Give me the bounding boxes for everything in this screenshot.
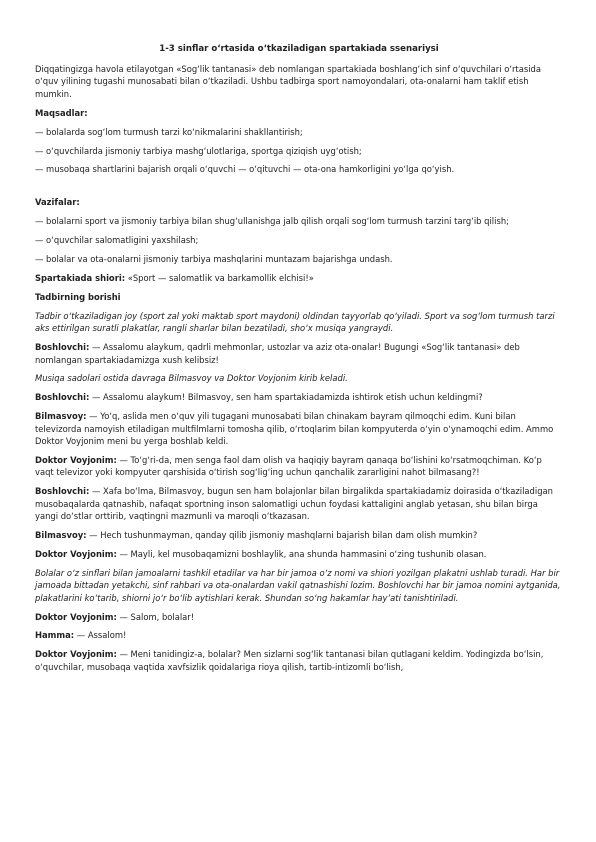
dialogue-line: [35, 611, 563, 623]
stage-note: Bolalar o‘z sinflari bilan jamoalarni tashkil etadilar va har bir jamoa o‘z nomi va shiori yozilgan plakatni ushlab turadi. Har bir jamoada bittadan yetakchi, sinf rahbari va ota-onalardan vakil qatnashishi lozim. Boshlovchi har bir jamoa nomini aytganida, plakatlarini ko‘tarib, shiorni jo‘r bo‘lib aytishlari kerak. Shundan so‘ng hakamlar hay’ati tanishtiriladi.: [35, 567, 561, 603]
speaker-name: Doktor Voyjonim:: [35, 454, 117, 465]
dialogue-line: [35, 410, 563, 447]
speech-text: — Meni tanidingiz-a, bolalar? Men sizlarni sog‘lik tantanasi bilan qutlagani keldim. Yodingizda bo‘lsin, o‘quvchilar, musobaqa vaqtida xavfsizlik qoidalariga rioya qilish, tartib-intizomli bo‘lish,: [35, 649, 544, 672]
speaker-name: Bilmasvoy:: [35, 411, 87, 422]
dialogue-line: [35, 629, 563, 641]
speech-text: — Assalom!: [74, 630, 127, 641]
task-item: — bolalarni sport va jismoniy tarbiya bilan shug‘ullanishga jalb qilish orqali sog‘lom turmush tarzini targ‘ib qilish;: [35, 216, 509, 227]
speaker-name: Hamma:: [35, 630, 75, 641]
tasks-heading: Vazifalar:: [35, 197, 80, 208]
speaker-name: Doktor Voyjonim:: [35, 611, 117, 622]
spacer: [35, 182, 563, 196]
goal-item: — bolalarda sog‘lom turmush tarzi ko‘nikmalarini shakllantirish;: [35, 126, 303, 137]
dialogue-line: [35, 454, 563, 479]
slogan-label: Spartakiada shiori:: [35, 272, 126, 283]
stage-note: Musiqa sadolari ostida davraga Bilmasvoy va Doktor Voyjonim kirib keladi.: [35, 373, 348, 384]
speaker-name: Boshlovchi:: [35, 486, 90, 497]
speaker-name: Doktor Voyjonim:: [35, 649, 117, 660]
speech-text: — Yo‘q, aslida men o‘quv yili tugagani munosabati bilan chinakam bayram qilmoqchi edim. Kuni bilan televizorda namoyish etiladigan multfilmlarni tomosha qilib, o‘rtoqlarim bilan kompyuterda o‘yin o‘ynamoqchi edim. Ammo Doktor Voyjonim meni bu yerga boshlab keldi.: [35, 411, 554, 447]
intro-paragraph: Diqqatingizga havola etilayotgan «Sog‘lik tantanasi» deb nomlangan spartakiada boshlang‘ich sinf o‘quvchilari o‘rtasida o‘quv yilining tugashi munosabati bilan o‘tkaziladi. Ushbu tadbirga sport namoyondalari, ota-onalarni ham taklif etish mumkin.: [35, 64, 541, 99]
speech-text: — Salom, bolalar!: [116, 611, 195, 622]
speech-text: — Xafa bo‘lma, Bilmasvoy, bugun sen ham bolajonlar bilan birgalikda spartakiadamiz doirasida o‘tkaziladigan musobaqalarda qatnashib, nafaqat sportning inson salomatligi uchun foydasi kattaligini anglab yetasan, shu bilan birga yangi do‘stlar orttirib, vaqtingni mazmunli va maroqli o‘tkazasan.: [35, 486, 553, 522]
document-page: [35, 44, 563, 680]
task-item: — o‘quvchilar salomatligini yaxshilash;: [35, 235, 199, 246]
dialogue-line: [35, 391, 563, 403]
speech-text: — Assalomu alaykum, qadrli mehmonlar, ustozlar va aziz ota-onalar! Bugungi «Sog‘lik tantanasi» deb nomlangan spartakiadamizga xush kelibsiz!: [35, 342, 520, 365]
slogan-paragraph: [35, 272, 563, 284]
slogan-text: «Sport — salomatlik va barkamollik elchisi!»: [125, 272, 314, 283]
speaker-name: Boshlovchi:: [35, 392, 90, 403]
event-heading: Tadbirning borishi: [35, 291, 121, 302]
goal-item: — musobaqa shartlarini bajarish orqali o‘quvchi — o‘qituvchi — ota-ona hamkorligini yo‘lga qo‘yish.: [35, 164, 455, 175]
dialogue-line: [35, 548, 563, 560]
document-title: 1-3 sinflar o‘rtasida o‘tkaziladigan spartakiada ssenariysi: [159, 44, 439, 54]
speaker-name: Doktor Voyjonim:: [35, 548, 117, 559]
speech-text: — Assalomu alaykum! Bilmasvoy, sen ham spartakiadamizda ishtirok etish uchun keldingmi?: [89, 392, 483, 403]
dialogue-line: [35, 648, 563, 673]
speech-text: — Mayli, kel musobaqamizni boshlaylik, ana shunda hammasini o‘zing tushunib olasan.: [116, 548, 487, 559]
dialogue-line: [35, 341, 563, 366]
stage-note: Tadbir o‘tkaziladigan joy (sport zal yoki maktab sport maydoni) oldindan tayyorlab qo‘yiladi. Sport va sog‘lom turmush tarzi aks ettirilgan suratli plakatlar, rangli sharlar bilan bezatiladi, sho‘x musiqa yangraydi.: [35, 310, 555, 334]
speaker-name: Boshlovchi:: [35, 342, 90, 353]
goal-item: — o‘quvchilarda jismoniy tarbiya mashg‘ulotlariga, sportga qiziqish uyg‘otish;: [35, 145, 362, 156]
dialogue-line: [35, 529, 563, 541]
speaker-name: Bilmasvoy:: [35, 529, 87, 540]
speech-text: — Hech tushunmayman, qanday qilib jismoniy mashqlarni bajarish bilan dam olish mumkin?: [86, 529, 478, 540]
speech-text: — To‘g‘ri-da, men senga faol dam olish va haqiqiy bayram qanaqa bo‘lishini ko‘rsatmoqchiman. Ko‘p vaqt televizor yoki kompyuter qarshisida o‘tirish sog‘lig‘ing uchun qanchalik zararligini nahot bilmasang?!: [35, 454, 542, 478]
goals-heading: Maqsadlar:: [35, 107, 88, 118]
dialogue-line: [35, 485, 563, 522]
task-item: — bolalar va ota-onalarni jismoniy tarbiya mashqlarini muntazam bajarishga undash.: [35, 254, 393, 265]
